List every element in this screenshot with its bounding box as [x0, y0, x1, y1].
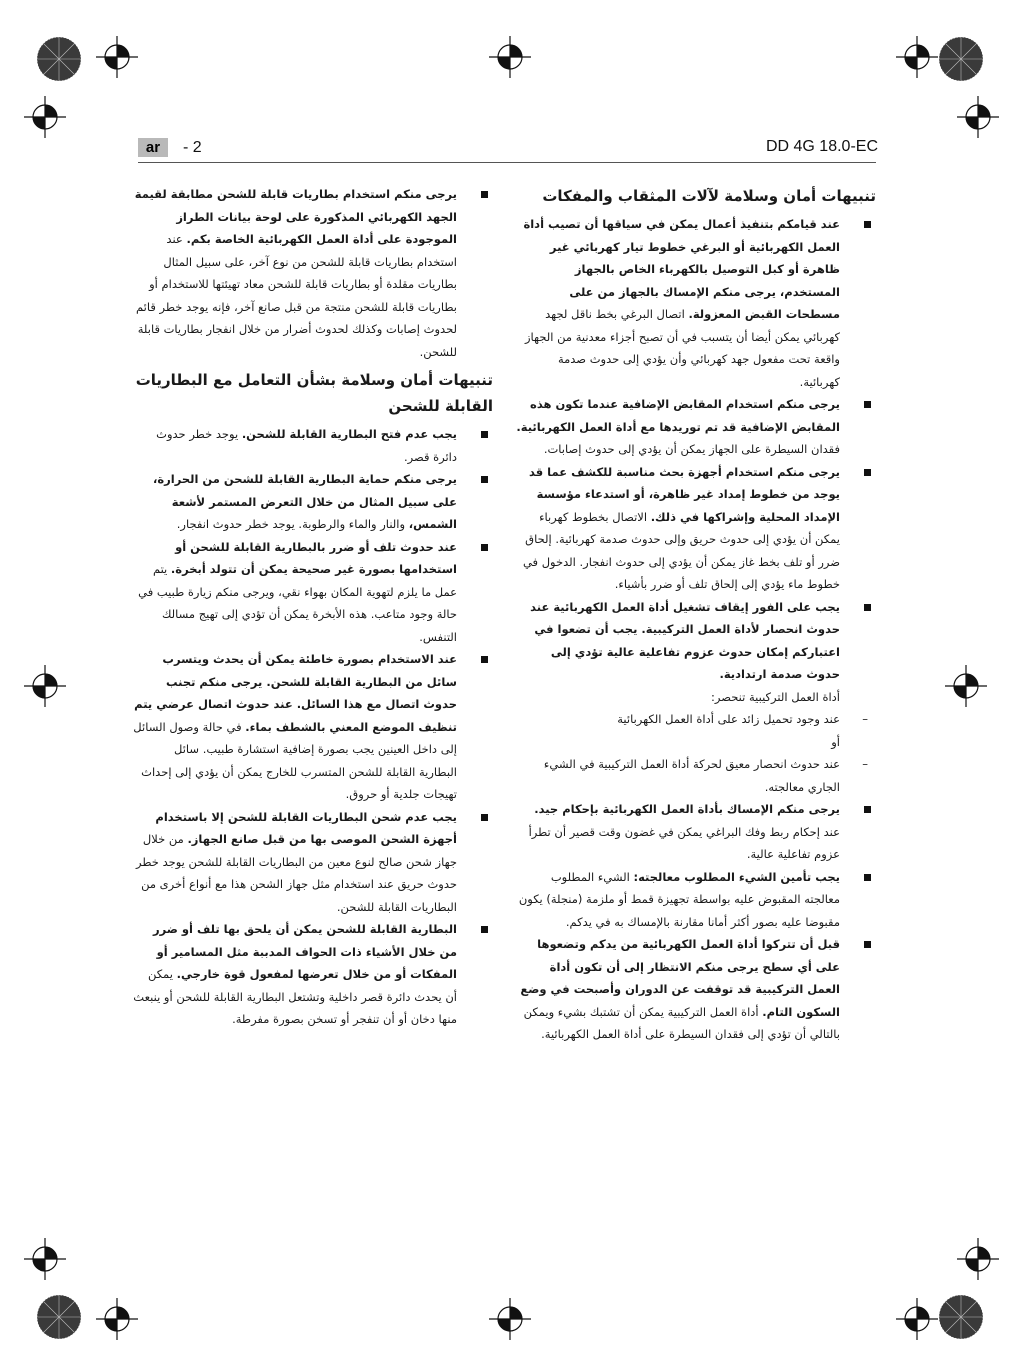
registration-mark-icon [945, 665, 987, 707]
square-bullet-icon [864, 806, 871, 813]
square-bullet-icon [864, 469, 871, 476]
item-bold-text: يرجى منكم حماية البطارية القابلة للشحن من الحرارة، على سبيل المثال من خلال التعرض المستمر لأشعة الشمس، [152, 472, 457, 531]
registration-mark-icon [24, 665, 66, 707]
page-header [138, 137, 878, 161]
square-bullet-icon [864, 604, 871, 611]
item-bold-text: يجب عدم فتح البطارية القابلة للشحن. [241, 427, 457, 441]
model-name: DD 4G 18.0-EC [765, 138, 878, 155]
section-heading: تنبيهات أمان وسلامة لآلات المثقاب والمفكات [542, 187, 876, 205]
square-bullet-icon [864, 221, 871, 228]
registration-mark-icon [957, 96, 999, 138]
item-text: أداة العمل التركيبية يمكن أن تشتبك بشيء ويمكن بالتالي أن تؤدي إلى فقدان السيطرة على أداة العمل الكهربائية. [523, 1004, 840, 1041]
dash-item-text: عند حدوث انحصار معيق لحركة أداة العمل التركيبية في الشيء الجاري معالجته. [543, 757, 840, 794]
square-bullet-icon [481, 656, 488, 663]
list-item [516, 866, 876, 934]
section-heading: تنبيهات أمان وسلامة بشأن التعامل مع البطاريات القابلة للشحن [135, 371, 493, 415]
header-divider [138, 162, 876, 163]
item-bold-text: يرجى منكم استخدام بطاريات قابلة للشحن مطابقة لقيمة الجهد الكهربائي المذكورة على لوحة بيانات الطراز الموجودة على أداة العمل الكهربائية الخاصة بكم. [134, 187, 457, 246]
item-bold-text: يجب تأمين الشيء المطلوب معالجته: [633, 869, 840, 884]
registration-mark-icon [896, 1298, 938, 1340]
item-text: يمكن أن يحدث دائرة قصر داخلية وتشتعل البطارية القابلة للشحن أو ينبعث منها دخان أو أن تنفجر أو تسخن بصورة مفرطة. [133, 967, 457, 1026]
square-bullet-icon [481, 814, 488, 821]
item-bold-text: عند قيامكم بتنفيذ أعمال يمكن في سياقها أن تصيب أداة العمل الكهربائية أو البرغي خطوط تيار كهربائي غير ظاهرة أو كبل التوصيل بالكهرباء الخاص بالجهاز المستخدم، يرجى منكم الإمساك بالجهاز من على مسطحات القبض المعزولة. [523, 217, 840, 321]
list-item [133, 536, 493, 649]
item-text: الاتصال بخطوط كهرباء يمكن أن يؤدي إلى حدوث حريق وإلى حدوث صدمة كهربائية. إلحاق ضرر أو تلف بخط غاز يمكن أن يؤدي إلى حدوث انفجار. الدخول في خطوط ماء يؤدي إلى إلحاق تلف أو ضرر بأشياء. [522, 509, 840, 591]
item-text: من خلال جهاز شحن صالح لنوع معين من البطاريات القابلة للشحن يوجد خطر حدوث حريق عند استخدام مثل جهاز الشحن هذا مع أنواع أخرى من البطاريات القابلة للشحن. [136, 832, 457, 914]
item-text: عند إحكام ربط وفك البراغي يمكن في غضون وقت قصير أن تطرأ عزوم تفاعلية عالية. [528, 824, 840, 861]
list-item [133, 423, 493, 468]
list-item [516, 933, 876, 1046]
registration-mark-icon [489, 36, 531, 78]
square-bullet-icon [481, 544, 488, 551]
dash-item: – عند وجود تحميل زائد على أداة العمل الكهربائية [617, 712, 868, 726]
list-item [133, 183, 493, 363]
item-bold-text: يرجى منكم الإمساك بأداة العمل الكهربائية بإحكام جيد. [534, 802, 840, 816]
square-bullet-icon [864, 874, 871, 881]
language-badge: ar [138, 138, 168, 157]
item-bold-text: يجب على الفور إيقاف تشغيل أداة العمل الكهربائية عند حدوث انحصار لأداة العمل التركيبية. يجب أن تضعوا في اعتباركم إمكان حدوث عزوم تفاعلية عالية تؤدي إلى حدوث صدمة ارتدادية. [530, 599, 840, 681]
left-column [133, 183, 493, 1031]
registration-mark-icon [957, 1238, 999, 1280]
or-text: أو [831, 734, 840, 749]
starburst-rosette-icon [938, 1294, 984, 1340]
registration-mark-icon [896, 36, 938, 78]
list-item [516, 596, 876, 686]
item-text: في حالة وصول السائل إلى داخل العينين يجب بصورة إضافية استشارة طبيب. سائل البطارية القابلة للشحن المتسرب للخارج يمكن أن يؤدي إلى إحداث تهيجات جلدية أو حروق. [133, 719, 457, 801]
registration-mark-icon [24, 1238, 66, 1280]
item-text: عند استخدام بطاريات قابلة للشحن من نوع آخر، على سبيل المثال بطاريات مقلدة أو بطاريات قابلة للشحن معاد تهيئتها للاستخدام أو بطاريات قابلة للشحن منتجة من قبل صانع آخر، فإنه يوجد خطر قائم لحدوث إصابات وكذلك لحدوث أضرار من خلال انفجار بطاريات قابلة للشحن. [136, 232, 457, 359]
list-item [133, 918, 493, 1031]
item-bold-text: يرجى منكم استخدام المقابض الإضافية عندما تكون هذه المقابض الإضافية قد تم توريدها مع أداة العمل الكهربائية. [516, 397, 840, 434]
square-bullet-icon [864, 941, 871, 948]
list-item [516, 798, 876, 866]
list-item [133, 806, 493, 919]
starburst-rosette-icon [938, 36, 984, 82]
registration-mark-icon [24, 96, 66, 138]
item-text: يتم عمل ما يلزم لتهوية المكان بهواء نقي، ويرجى منكم زيارة طبيب في حالة وجود متاعب. هذه الأبخرة يمكن أن تؤدي إلى تهيج مسالك التنفس. [138, 562, 457, 644]
registration-mark-icon [96, 36, 138, 78]
square-bullet-icon [481, 191, 488, 198]
item-bold-text: عند الاستخدام بصورة خاطئة يمكن أن يحدث ويتسرب سائل من البطارية القابلة للشحن. يرجى منكم تجنب حدوث اتصال مع هذا السائل. عند حدوث اتصال عرضي يتم تنظيف الموضع المعني بالشطف بماء. [134, 652, 457, 734]
item-text: الشيء المطلوب معالجته المقبوض عليه بواسطة تجهيزة قمط أو ملزمة (منجلة) يكون مقبوضا عليه بصور أكثر أمانا مقارنة بالإمساك به في يدكم. [518, 869, 840, 929]
square-bullet-icon [864, 401, 871, 408]
registration-mark-icon [489, 1298, 531, 1340]
item-bold-text: قبل أن تتركوا أداة العمل الكهربائية من يدكم وتضعوها على أي سطح يرجى منكم الانتظار إلى أن تكون أداة العمل التركيبية قد توقفت عن الدوران وأصبحت في وضع السكون التام. [520, 937, 840, 1019]
item-bold-text: يرجى منكم استخدام أجهزة بحث مناسبة للكشف عما قد يوجد من خطوط إمداد غير ظاهرة، أو استدعاء مؤسسة الإمداد المحلية وإشراكها في ذلك. [529, 464, 840, 524]
dash-item: – عند حدوث انحصار معيق لحركة أداة العمل التركيبية في الشيء الجاري معالجته. [543, 757, 868, 794]
square-bullet-icon [481, 476, 488, 483]
item-text: والنار والماء والرطوبة. يوجد خطر حدوث انفجار. [176, 517, 409, 531]
item-bold-text: عند حدوث تلف أو ضرر بالبطارية القابلة للشحن أو استخدامها بصورة غير صحيحة يمكن أن تتولد أبخرة. [170, 539, 457, 576]
list-item [516, 213, 876, 393]
starburst-rosette-icon [36, 36, 82, 82]
square-bullet-icon [481, 926, 488, 933]
starburst-rosette-icon [36, 1294, 82, 1340]
list-item [516, 393, 876, 461]
item-text: فقدان السيطرة على الجهاز يمكن أن يؤدي إلى حدوث إصابات. [543, 442, 840, 456]
dash-item-text: عند وجود تحميل زائد على أداة العمل الكهربائية [617, 712, 840, 726]
item-text: اتصال البرغي بخط ناقل لجهد كهربائي يمكن أيضا أن يتسبب في أن تصبح أجزاء معدنية من الجهاز واقعة تحت مفعول جهد كهربائي وأن يؤدي إلى حدوث صدمة كهربائية. [525, 307, 840, 389]
list-item [133, 468, 493, 536]
item-bold-text: البطارية القابلة للشحن يمكن أن يلحق بها تلف أو ضرر من خلال الأشياء ذات الحواف المدببة مثل المسامير أو المفكات أو من خلال تعرضها لمفعول قوة خارجي. [152, 922, 457, 981]
jam-intro: أداة العمل التركيبية تنحصر: [711, 689, 840, 704]
list-item [133, 648, 493, 806]
page-number: - 2 [183, 139, 202, 156]
square-bullet-icon [481, 431, 488, 438]
item-bold-text: يجب عدم شحن البطاريات القابلة للشحن إلا باستخدام أجهزة الشحن الموصى بها من قبل صانع الجهاز. [155, 809, 457, 846]
right-column [516, 183, 876, 1046]
registration-mark-icon [96, 1298, 138, 1340]
item-text: يوجد خطر حدوث دائرة قصر. [156, 427, 457, 464]
list-item [516, 461, 876, 596]
